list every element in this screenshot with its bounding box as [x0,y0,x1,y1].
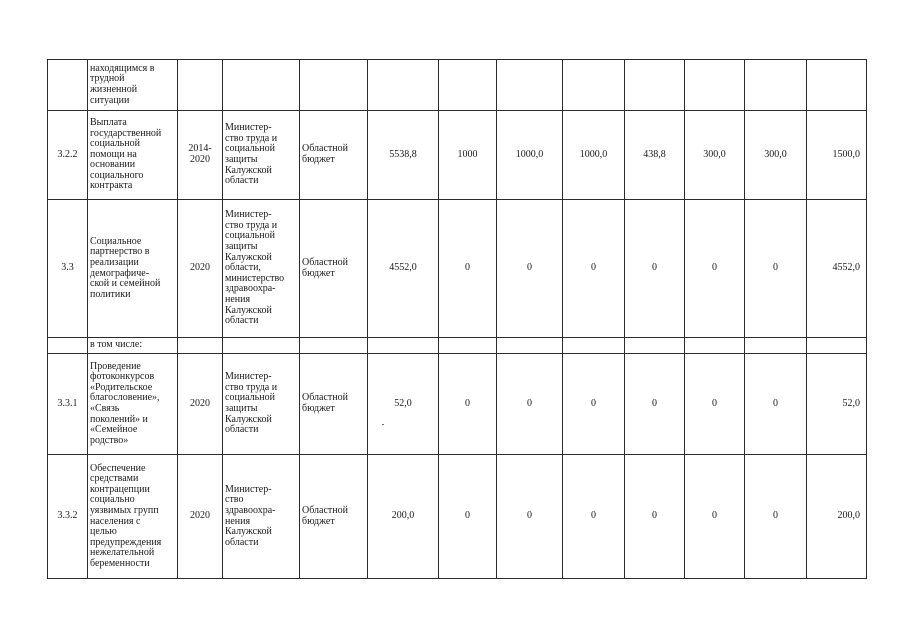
period-years-line: 2014- [188,143,212,155]
executor-line: ство труда и [225,132,278,144]
table-row [48,455,867,579]
amount-cell [685,338,745,354]
executor-line: Министер- [225,209,272,221]
activity-name-line: трудной [90,73,125,85]
amount-cell: 0 [497,200,563,338]
activity-name-line: находящимся в [90,62,155,74]
amount-cell: 438,8 [625,111,685,200]
item-number [48,60,88,111]
activity-name [88,60,178,111]
item-number: 3.3.1 [48,354,88,455]
executor-line: нения [225,515,251,527]
amount-cell: 0 [745,200,807,338]
activity-name-line: «Родительское [90,381,153,393]
table-row [48,200,867,338]
activity-name-line: социально [90,494,135,506]
amount-cell [625,60,685,111]
activity-name-line: средствами [90,473,139,485]
funding-source-line: Областной [302,392,349,404]
amount-cell: 0 [563,354,625,455]
funding-source-line: бюджет [302,267,335,279]
activity-name-line: населения с [90,515,141,527]
item-number: 3.3.2 [48,455,88,579]
executor-line: здравоохра- [225,283,276,295]
amount-cell [745,338,807,354]
amount-cell: 0 [685,455,745,579]
activity-name-line: социальной [90,138,140,150]
activity-name-line: контракта [90,180,133,192]
executor [223,60,300,111]
amount-cell: 0 [497,455,563,579]
funding-source-line: бюджет [302,154,335,165]
table-row [48,338,867,354]
activity-name-line: целью [90,526,117,538]
amount-cell: 0 [685,354,745,455]
amount-cell: 0 [439,354,497,455]
executor [223,200,300,338]
amount-cell [563,338,625,354]
executor-line: социальной [225,392,275,404]
activity-name-line: нежелательной [90,547,155,559]
executor-line: защиты [225,241,258,253]
amount-cell: 1000,0 [497,111,563,200]
executor-line: нения [225,293,251,305]
funding-source [300,354,368,455]
executor-line: Министер- [225,371,272,383]
amount-cell [807,338,867,354]
funding-source-line: бюджет [302,515,335,527]
executor-line: здравоохра- [225,504,276,516]
executor-line: министерство [225,272,285,284]
activity-name-line: демографиче- [90,267,150,279]
activity-name-line: ситуации [90,94,130,106]
amount-cell: 5538,8 [368,111,439,200]
amount-cell: 300,0 [745,111,807,200]
amount-cell: 0 [745,354,807,455]
period-years [178,354,223,455]
item-number: 3.3 [48,200,88,338]
period-years [178,60,223,111]
funding-source-line: бюджет [302,403,335,414]
activity-name-line: политики [90,288,131,300]
item-number [48,338,88,354]
amount-cell: 52,0 [368,354,439,455]
executor-line: ство труда и [225,381,278,393]
activity-name [88,200,178,338]
activity-name-line: Социальное [90,235,142,247]
activity-name [88,354,178,455]
amount-cell [745,60,807,111]
executor-line: Калужской [225,304,272,316]
scan-speck [382,424,384,425]
amount-cell: 200,0 [807,455,867,579]
activity-name [88,338,178,354]
activity-name-line: социального [90,169,144,181]
activity-name-line: Выплата [90,116,127,128]
amount-cell: 4552,0 [368,200,439,338]
amount-cell [685,60,745,111]
executor-line: области [225,175,259,187]
executor-line: области, [225,262,261,274]
activity-name-line: поколений» и [90,413,148,425]
amount-cell: 0 [563,200,625,338]
amount-cell: 52,0 [807,354,867,455]
executor [223,455,300,579]
item-number: 3.2.2 [48,111,88,200]
amount-cell: 0 [685,200,745,338]
activity-name-line: основании [90,159,136,171]
activity-name-line: Обеспечение [90,462,146,474]
funding-source [300,455,368,579]
amount-cell: 0 [625,354,685,455]
activity-name-line: предупреждения [90,536,162,548]
funding-source [300,338,368,354]
amount-cell [439,338,497,354]
period-years [178,455,223,579]
activity-name-line: помощи на [90,148,137,160]
table-row [48,111,867,200]
amount-cell: 0 [497,354,563,455]
executor-line: социальной [225,143,275,155]
funding-source-line: Областной [302,143,349,155]
activity-name-line: фотоконкурсов [90,371,155,383]
executor-line: ство [225,494,244,506]
amount-cell: 4552,0 [807,200,867,338]
amount-cell: 0 [745,455,807,579]
activity-name-line: благословение», [90,392,160,404]
period-years-line: 2020 [190,397,210,409]
executor-line: области [225,424,259,436]
period-years-line: 2020 [190,262,210,274]
amount-cell [497,60,563,111]
amount-cell: 0 [625,200,685,338]
activity-name-line: беременности [90,557,150,569]
period-years-line: 2020 [190,510,210,522]
activity-name-line: родство» [90,434,129,446]
executor-line: Министер- [225,122,272,134]
amount-cell: 0 [439,200,497,338]
amount-cell: 1000,0 [563,111,625,200]
funding-source-line: Областной [302,256,349,268]
funding-source-line: Областной [302,504,349,516]
amount-cell: 200,0 [368,455,439,579]
period-years [178,111,223,200]
activity-name-line: ской и семейной [90,278,161,290]
activity-name-line: в том числе: [90,339,143,351]
activity-name-line: контрацепции [90,483,150,495]
period-years-line: 2020 [190,154,210,165]
activity-name-line: реализации [90,256,139,268]
executor-line: Калужской [225,413,272,425]
funding-source [300,60,368,111]
period-years [178,200,223,338]
executor-line: Калужской [225,251,272,263]
activity-name-line: партнерство в [90,246,150,258]
executor-line: ство труда и [225,219,278,231]
executor-line: области [225,315,259,327]
amount-cell [625,338,685,354]
executor-line: Калужской [225,526,272,538]
amount-cell: 0 [563,455,625,579]
executor-line: области [225,536,259,548]
table-row [48,60,867,111]
executor-line: защиты [225,154,258,165]
amount-cell [563,60,625,111]
activity-name-line: жизненной [90,84,138,95]
amount-cell [368,60,439,111]
amount-cell: 1000 [439,111,497,200]
activity-name-line: уязвимых групп [90,504,159,516]
funding-source [300,200,368,338]
period-years [178,338,223,354]
executor-line: Министер- [225,483,272,495]
amount-cell [439,60,497,111]
executor [223,338,300,354]
amount-cell: 0 [439,455,497,579]
funding-source [300,111,368,200]
amount-cell [497,338,563,354]
table-row [48,354,867,455]
executor-line: защиты [225,403,258,414]
table-body [48,60,867,579]
amount-cell [368,338,439,354]
activity-name [88,111,178,200]
amount-cell [807,60,867,111]
executor-line: Калужской [225,164,272,176]
executor [223,111,300,200]
budget-table [47,59,867,579]
activity-name-line: государственной [90,127,162,139]
activity-name [88,455,178,579]
executor [223,354,300,455]
amount-cell: 300,0 [685,111,745,200]
activity-name-line: «Связь [90,403,120,414]
amount-cell: 0 [625,455,685,579]
amount-cell: 1500,0 [807,111,867,200]
activity-name-line: Проведение [90,360,141,372]
activity-name-line: «Семейное [90,424,138,436]
executor-line: социальной [225,230,275,242]
